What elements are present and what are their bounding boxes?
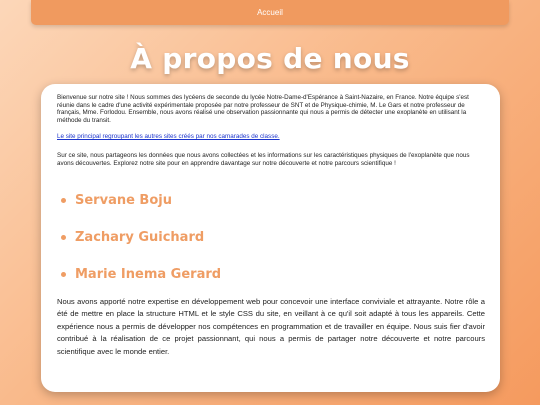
member-list [57,182,485,293]
share-paragraph: Sur ce site, nous partageons les données que nous avons collectées et les informations sur les caractéristiques physiques de l'exoplanète que nous avons découvertes. Explorez notre site pour en apprendre davantage sur notre découverte et notre parcours scientifique ! [57,152,470,167]
bullet-icon [61,198,66,203]
member-item [61,219,485,256]
bullet-icon [61,272,66,277]
page-title: À propos de nous [130,42,410,75]
intro-paragraph: Bienvenue sur notre site ! Nous sommes des lycéens de seconde du lycée Notre-Dame-d'Espérance à Saint-Nazaire, en France. Notre équipe s'est réunie dans le cadre d'une activité expérimentale proposée par notre professeur de SNT et de Physique-chimie, M. Le Gars et notre professeur de français, Mme. Forlodou. Ensemble, nous avons réalisé une observation passionnante qui nous a permis de détecter une exoplanète en utilisant la méthode du transit. [57,94,469,124]
member-item [61,256,485,293]
about-card [41,84,500,392]
member-item [61,182,485,219]
member-name: Servane Boju [75,192,172,208]
top-nav-bar [31,0,509,25]
bullet-icon [61,235,66,240]
contribution-paragraph: Nous avons apporté notre expertise en développement web pour concevoir une interface conviviale et attrayante. Notre rôle a été de mettre en place la structure HTML et le style CSS du site, en veillant à ce qu'il soit adapté à tous les appareils. Cette expérience nous a permis de développer nos compétences en programmation et de travailler en équipe. Nous suis fier d'avoir contribué à la réalisation de ce projet passionnant, qui nous a permis de partager notre découverte et notre parcours scientifique avec le monde entier. [57,296,485,356]
nav-home-link[interactable]: Accueil [257,8,283,17]
member-name: Zachary Guichard [75,229,205,245]
main-site-link[interactable]: Le site principal regroupant les autres sites créés par nos camarades de classe. [57,133,280,141]
member-name: Marie Inema Gerard [75,266,222,282]
